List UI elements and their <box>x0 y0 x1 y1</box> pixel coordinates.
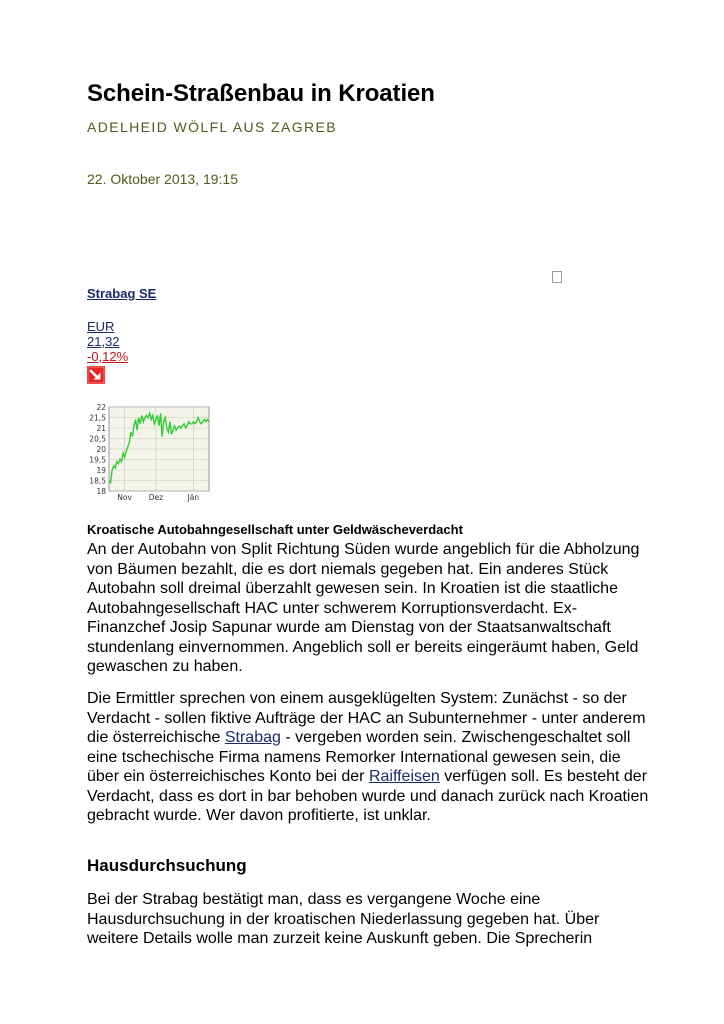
stock-change-link[interactable]: -0,12% <box>87 349 129 364</box>
chart-y-tick-label: 19 <box>96 466 106 475</box>
stock-price-link[interactable]: 21,32 <box>87 334 120 349</box>
chart-y-tick-label: 20 <box>96 445 106 454</box>
raiffeisen-link[interactable]: Raiffeisen <box>368 768 440 785</box>
article-title: Schein-Straßenbau in Kroatien <box>87 80 435 107</box>
stock-chart <box>87 400 213 504</box>
chart-y-tick-label: 22 <box>96 403 106 412</box>
article-author: ADELHEID WÖLFL AUS ZAGREB <box>87 119 337 135</box>
arrow-down-right-icon[interactable] <box>87 366 105 384</box>
chart-y-tick-label: 18,5 <box>89 476 106 486</box>
checkbox-icon <box>552 271 562 283</box>
paragraph-2-text-a: Die Ermittler sprechen von einem ausgeklügelten System: Zunächst - so der Verdacht - sollen fiktive Aufträge der HAC an Subunternehmer - unter anderem die österreichische <box>87 690 646 746</box>
stock-name-link[interactable]: Strabag SE <box>87 286 157 301</box>
chart-y-tick-label: 20,5 <box>89 434 106 444</box>
paragraph-2 <box>87 689 652 826</box>
chart-y-tick-label: 21 <box>96 424 106 433</box>
strabag-link[interactable]: Strabag <box>224 729 281 746</box>
stock-currency-link[interactable]: EUR <box>87 319 115 334</box>
paragraph-3: Bei der Strabag bestätigt man, dass es vergangene Woche eine Hausdurchsuchung in der kroatischen Niederlassung gegeben hat. Über weitere Details wolle man zurzeit keine Auskunft geben. Die Sprecherin <box>87 891 600 947</box>
chart-x-tick-label: Nov <box>117 493 132 502</box>
paragraph-2-text-b: - vergeben worden sein. Zwischengeschaltet soll eine tschechische Firma namens Remorker International gewesen sein, die über ein österreichisches Konto bei der <box>87 729 631 785</box>
chart-y-tick-label: 19,5 <box>89 455 106 465</box>
article-date: 22. Oktober 2013, 19:15 <box>87 171 238 187</box>
chart-y-tick-label: 21,5 <box>89 413 106 423</box>
paragraph-2-text-c: verfügen soll. Es besteht der Verdacht, dass es dort in bar behoben wurde und danach zurück nach Kroatien gebracht wurde. Wer davon profitierte, ist unklar. <box>87 768 649 824</box>
section-heading-hausdurchsuchung: Hausdurchsuchung <box>87 856 247 875</box>
paragraph-1: An der Autobahn von Split Richtung Süden wurde angeblich für die Abholzung von Bäumen bezahlt, die es dort niemals gegeben hat. Ein anderes Stück Autobahn soll dreimal überzahlt gewesen sein. In Kroatien ist die staatliche Autobahngesellschaft HAC unter schwerem Korruptionsverdacht. Ex-Finanzchef Josip Sapunar wurde am Dienstag von der Staatsanwaltschaft stundenlang einvernommen. Angeblich soll er bereits eingeräumt haben, Geld gewaschen zu haben. <box>87 541 640 675</box>
chart-x-tick-label: Jän <box>187 493 200 502</box>
section-subheading: Kroatische Autobahngesellschaft unter Geldwäscheverdacht <box>87 522 463 537</box>
chart-x-tick-label: Dez <box>148 493 164 502</box>
chart-y-tick-label: 18 <box>96 487 106 496</box>
